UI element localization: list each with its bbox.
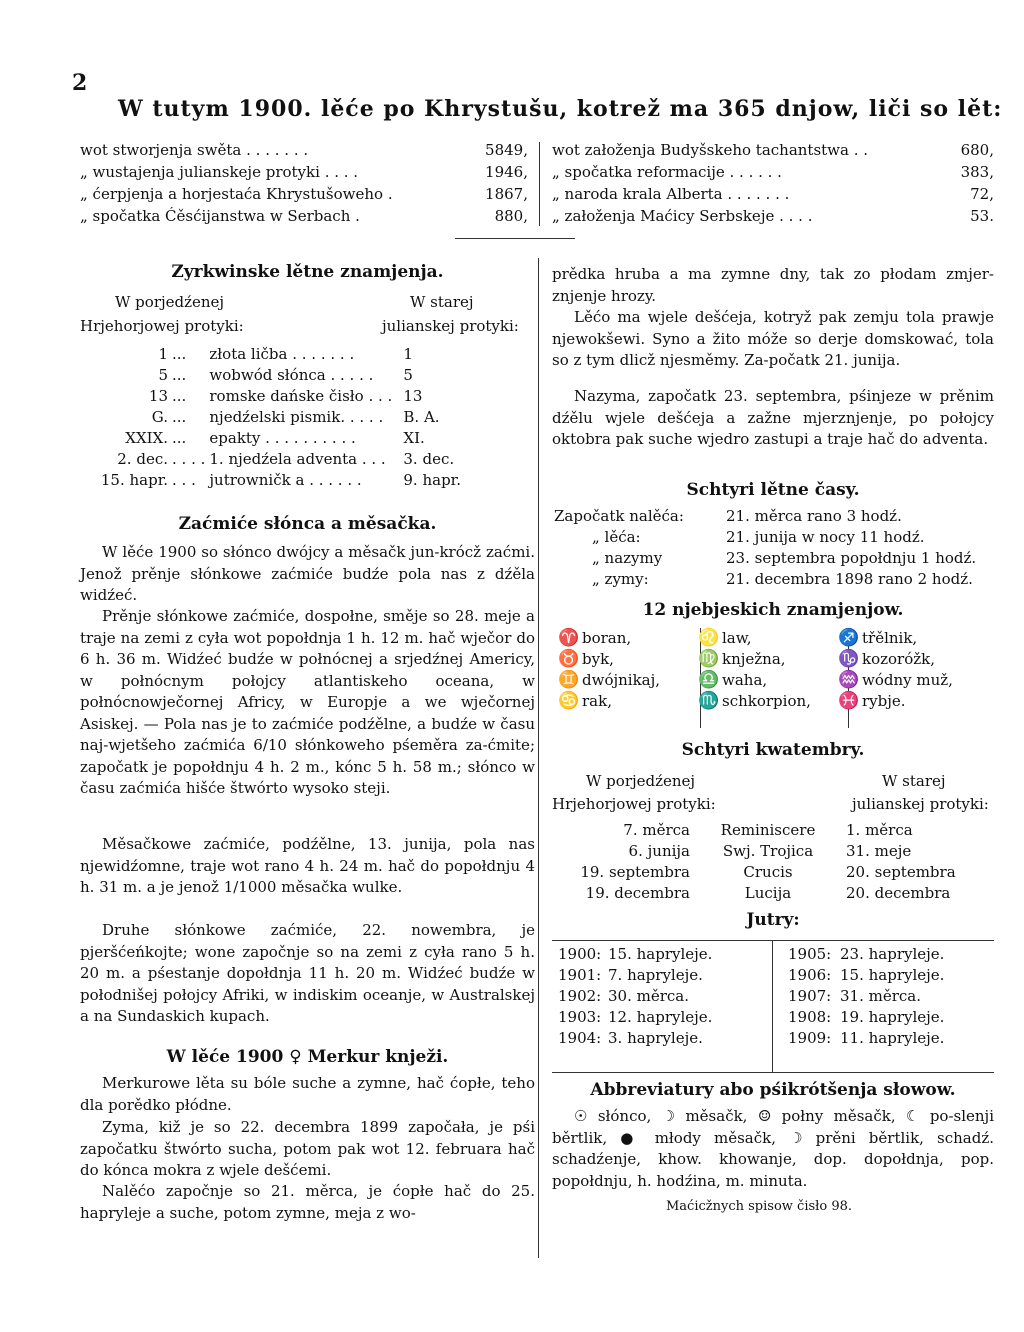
year-row: „ spočatka Ćěsćijanstwa w Serbach . 880, (80, 207, 528, 225)
column-header: julianskej protyki: (852, 795, 989, 813)
table-rule (552, 1072, 994, 1073)
year-row: „ wustajenja julianskeje protyki . . . . 1946, (80, 163, 528, 181)
aquarius-icon: ♒ (838, 670, 860, 690)
paragraph: prědka hruba a ma zymne dny, tak zo płodam zmjer-znjenje hrozy. (552, 265, 994, 305)
table-row: 6. junija Swj. Trojica 31. meje (628, 842, 912, 860)
table-row: 1903: 12. hapryleje. 1908: 19. hapryleje. (558, 1008, 945, 1026)
aries-icon: ♈ (558, 628, 580, 648)
ember-days-table (560, 820, 958, 904)
table-row: 19. septembra Crucis 20. septembra (580, 863, 956, 881)
zodiac-table (556, 628, 955, 712)
paragraph: W lěće 1900 so słónco dwójcy a měsačk jun-krócž zaćmi. Jenož prěnje słónkowe zaćmiće budźe pola nas z dźěla widźeć. (80, 543, 535, 604)
capricorn-icon: ♑ (838, 649, 860, 669)
section-heading: Schtyri lětne časy. (686, 480, 860, 500)
column-divider (538, 258, 539, 1258)
table-row: „ zymy: 21. decembra 1898 rano 2 hodź. (592, 570, 973, 588)
table-row: ♉ byk, ♍ knježna, ♑ kozoróžk, (558, 649, 936, 669)
year-row: wot załoženja Budyšskeho tachantstwa . . 680, (552, 141, 994, 159)
year-row: wot stworjenja swěta . . . . . . . 5849, (80, 141, 528, 159)
paragraph: Druhe słónkowe zaćmiće, 22. nowembra, je pjeršćeńkojte; wone započnje so na zemi z cyła rano 5 h. 20 m. a pśestanje dopołdnja 11 h. 20 m. Widźeć budźe w połodnišej połojcy Afriki, w indiskim oceanje, w Australskej a na Sundaskich kupach. (80, 921, 535, 1025)
table-row: 2. dec. . . . . 1. njedźela adventa . . . 3. dec. (117, 450, 455, 468)
table-row: 7. měrca Reminiscere 1. měrca (623, 821, 913, 839)
paragraph: ☉ słónco, ☽ měsačk, ☺ połny měsačk, ☾ po-slenji běrtlik, ● młody měsačk, ☽ prěni běrtlik, schadź. schadźenje, khow. khowanje, dop. dopołdnja, pop. popołdnju, h. hodźina, m. minuta. (552, 1107, 994, 1190)
section-heading: W lěće 1900 ♀ Merkur knježi. (166, 1047, 449, 1067)
table-row: „ lěća: 21. junija w nocy 11 hodź. (592, 528, 925, 546)
section-heading: 12 njebjeskich znamjenjow. (642, 600, 904, 620)
section-heading: Zyrkwinske lětne znamjenja. (171, 262, 444, 282)
seasons-table (552, 506, 978, 590)
table-row: ♋ rak, ♏ schkorpion, ♓ rybje. (558, 691, 906, 711)
table-row: 15. hapr. . . . jutrowničk a . . . . . . 9. hapr. (100, 471, 461, 489)
scorpio-icon: ♏ (698, 691, 720, 711)
paragraph: Lěćo ma wjele dešćeja, kotryž pak zemju tola prawje njewokšewi. Syno a žito móže so derje domskować, tola so z tym dlicž njesměmy. Za-počatk 21. junija. (552, 308, 994, 369)
column-header: W porjedźenej (586, 772, 696, 790)
pisces-icon: ♓ (838, 691, 860, 711)
table-row: „ nazymy 23. septembra popołdnju 1 hodź. (592, 549, 977, 567)
table-row: Započatk nalěća: 21. měrca rano 3 hodź. (554, 507, 902, 525)
section-heading: Schtyri kwatembry. (681, 740, 865, 760)
year-row: „ naroda krala Alberta . . . . . . . 72, (552, 185, 994, 203)
column-header: Hrjehorjowej protyki: (80, 317, 244, 335)
table-row: 1901: 7. hapryleje. 1906: 15. hapryleje. (558, 966, 945, 984)
paragraph: Merkurowe lěta su bóle suche a zymne, hač ćopłe, teho dla porědko płódne. (80, 1074, 535, 1114)
sagittarius-icon: ♐ (838, 628, 860, 648)
paragraph: Měsačkowe zaćmiće, podźělne, 13. junija, pola nas njewidźomne, traje wot rano 4 h. 24 m. hač do popołdnju 4 h. 31 m. a je jenož 1/1000 měsačka wulke. (80, 835, 535, 896)
divider-rule (455, 238, 575, 239)
table-row: 1900: 15. hapryleje. 1905: 23. hapryleje. (558, 945, 945, 963)
column-divider (539, 142, 540, 226)
year-row: „ ćerpjenja a horjestaća Khrystušoweho . 1867, (80, 185, 528, 203)
paragraph: Prěnje słónkowe zaćmiće, dospołne, směje so 28. meje a traje na zemi z cyła wot popołdnja 1 h. 12 m. hač wječor do 6 h. 36 m. Widźeć budźe w połnócnej a srjedźnej Americy, w połnócnym połojcy atlantiskeho oceana, w połnócnowječornej Africy, w Europje a we wječornej Asiskej. — Pola nas je to zaćmiće podźělne, a budźe w času naj-wjetšeho zaćmića 6/10 słónkoweho pśeměra za-ćmite; započatk je popołdnju 4 h. 2 m., kónc 5 h. 58 m.; słónco w času zaćmića hišće štwórto wysoko steji. (80, 607, 535, 797)
section-heading: Abbreviatury abo pśikrótšenja słowow. (590, 1080, 956, 1100)
table-row: G. ... njedźelski pismik. . . . . B. A. (151, 408, 440, 426)
table-row: ♊ dwójnikaj, ♎ waha, ♒ wódny muž, (558, 670, 953, 690)
gemini-icon: ♊ (558, 670, 580, 690)
paragraph: Zyma, kiž je so 22. decembra 1899 započała, je pśi započatku štwórto sucha, potom pak wot 12. februara hač do kónca mokra z wjele dešćemi. (80, 1118, 535, 1179)
section-heading: Zaćmiće słónca a měsačka. (178, 514, 437, 534)
footer-note: Maćicžnych spisow čisło 98. (666, 1199, 852, 1214)
table-row: 1 ... złota ličba . . . . . . . 1 (158, 345, 413, 363)
cancer-icon: ♋ (558, 691, 580, 711)
virgo-icon: ♍ (698, 649, 720, 669)
page-number: 2 (72, 70, 88, 96)
table-rule (552, 940, 994, 941)
section-heading: Jutry: (746, 910, 800, 930)
paragraph: Nazyma, započatk 23. septembra, pśinjeze w prěnim dźělu wjele dešćeja a zažne mjerznjenje, po połojcy oktobra pak suche wjedro zastupi a traje hač do adventa. (552, 387, 994, 448)
table-row: 5 ... wobwód słónca . . . . . 5 (158, 366, 413, 384)
page-title: W tutym 1900. lěće po Khrystušu, kotrež ma 365 dnjow, liči so lět: (118, 96, 1003, 122)
column-header: W porjedźenej (115, 293, 225, 311)
table-row: 1902: 30. měrca. 1907: 31. měrca. (558, 987, 922, 1005)
table-row: 19. decembra Lucija 20. decembra (585, 884, 951, 902)
table-row: 13 ... romske dańske čisło . . . 13 (148, 387, 423, 405)
column-header: Hrjehorjowej protyki: (552, 795, 716, 813)
church-signs-table (80, 344, 463, 491)
column-header: W starej (882, 772, 946, 790)
year-row: „ załoženja Maćicy Serbskeje . . . . 53. (552, 207, 994, 225)
libra-icon: ♎ (698, 670, 720, 690)
column-header: julianskej protyki: (382, 317, 519, 335)
table-row: ♈ boran, ♌ law, ♐ třělnik, (558, 628, 918, 648)
year-row: „ spočatka reformacije . . . . . . 383, (552, 163, 994, 181)
easter-table (556, 944, 946, 1049)
table-row: XXIX. ... epakty . . . . . . . . . . XI. (125, 429, 425, 447)
paragraph: Nalěćo započnje so 21. měrca, je ćopłe hač do 25. hapryleje a suche, potom zymne, meja z wo- (80, 1182, 535, 1222)
column-header: W starej (410, 293, 474, 311)
taurus-icon: ♉ (558, 649, 580, 669)
table-row: 1904: 3. hapryleje. 1909: 11. hapryleje. (558, 1029, 945, 1047)
leo-icon: ♌ (698, 628, 720, 648)
